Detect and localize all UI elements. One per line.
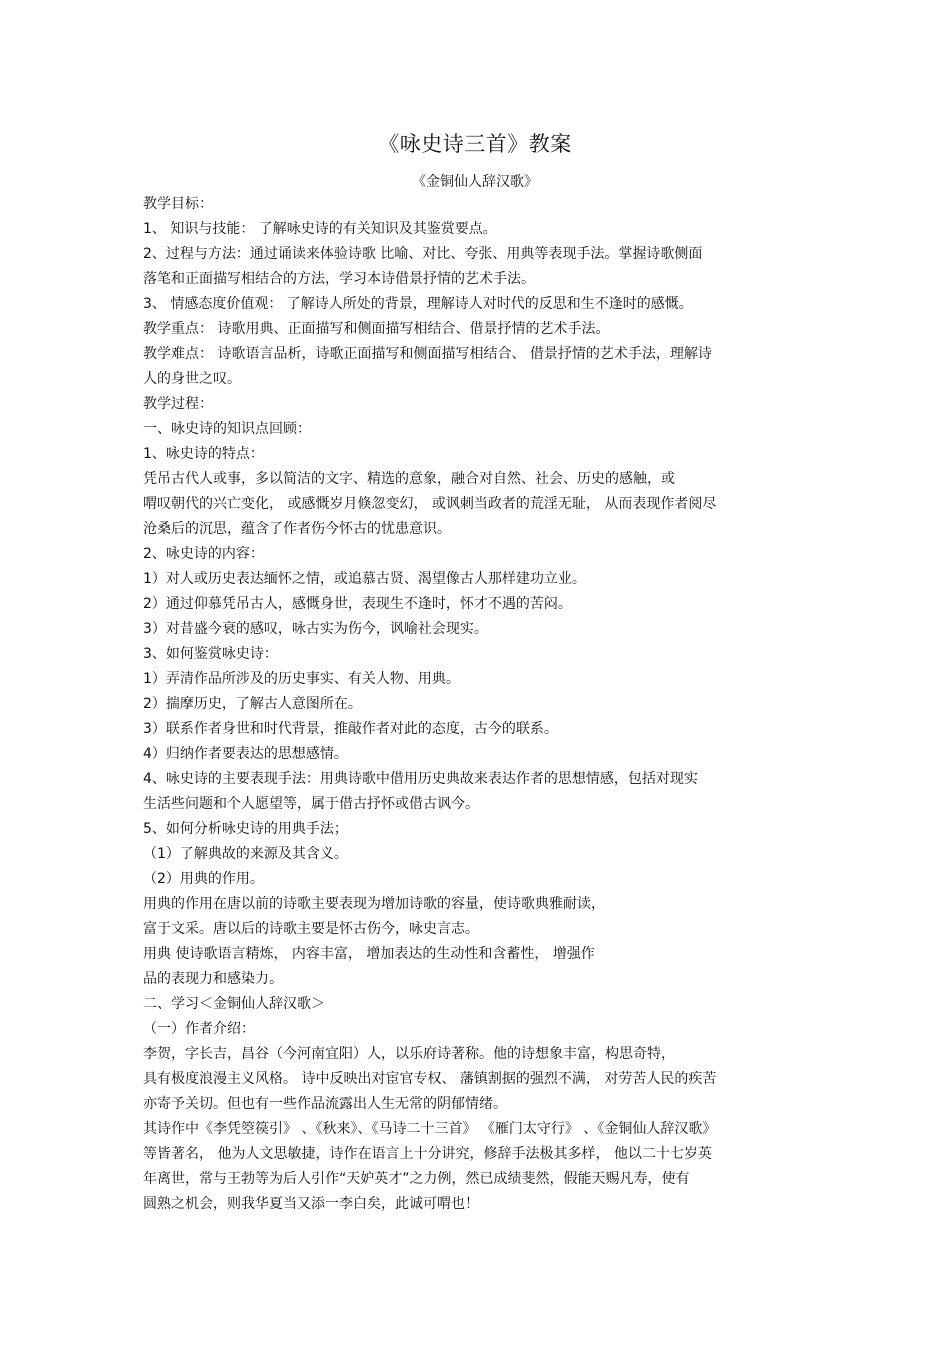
body-line: 李贺，字长吉，昌谷（今河南宜阳）人，以乐府诗著称。他的诗想象丰富，构思奇特， xyxy=(143,1046,675,1062)
body-line: （2）用典的作用。 xyxy=(143,871,264,887)
body-line: 富于文采。唐以后的诗歌主要是怀古伤今，咏史言志。 xyxy=(143,921,479,937)
body-line: 二、学习＜金铜仙人辞汉歌＞ xyxy=(143,996,325,1012)
body-line: 1、 知识与技能： 了解咏史诗的有关知识及其鉴赏要点。 xyxy=(143,221,497,237)
body-line: 1、咏史诗的特点： xyxy=(143,446,264,462)
body-line: 教学过程： xyxy=(143,396,213,412)
body-line: 教学目标： xyxy=(143,196,213,212)
body-line: 亦寄予关切。但也有一些作品流露出人生无常的阴郁情绪。 xyxy=(143,1096,507,1112)
body-line: 落笔和正面描写相结合的方法，学习本诗借景抒情的艺术手法。 xyxy=(143,271,535,287)
body-line: 凭吊古代人或事，多以简洁的文字、精选的意象，融合对自然、社会、历史的感触，或 xyxy=(143,471,675,487)
body-line: 喟叹朝代的兴亡变化， 或感慨岁月倏忽变幻， 或讽刺当政者的荒淫无耻， 从而表现作者阅尽 xyxy=(143,496,717,512)
body-line: 用典 使诗歌语言精炼， 内容丰富， 增加表达的生动性和含蓄性， 增强作 xyxy=(143,946,595,962)
body-line: 一、咏史诗的知识点回顾： xyxy=(143,421,311,437)
body-line: 3）对昔盛今衰的感叹，咏古实为伤今，讽喻社会现实。 xyxy=(143,621,488,637)
body-line: 1）对人或历史表达缅怀之情，或追慕古贤、渴望像古人那样建功立业。 xyxy=(143,571,586,587)
body-line: （1）了解典故的来源及其含义。 xyxy=(143,846,348,862)
body-line: 沧桑后的沉思，蕴含了作者伤今怀古的忧患意识。 xyxy=(143,521,451,537)
body-line: 具有极度浪漫主义风格。 诗中反映出对宦官专权、 藩镇割据的强烈不满， 对劳苦人民的疾苦 xyxy=(143,1071,717,1087)
body-line: 其诗作中《李凭箜篌引》 、《秋来》、《马诗二十三首》 《雁门太守行》 、《金铜仙人辞汉歌》 xyxy=(143,1121,717,1137)
body-line: 2）揣摩历史，了解古人意图所在。 xyxy=(143,696,362,712)
body-line: 等皆著名， 他为人文思敏捷，诗作在语言上十分讲究，修辞手法极其多样， 他以二十七岁英 xyxy=(143,1146,712,1162)
body-line: 教学重点： 诗歌用典、正面描写和侧面描写相结合、借景抒情的艺术手法。 xyxy=(143,321,610,337)
body-line: 教学难点： 诗歌语言品析，诗歌正面描写和侧面描写相结合、 借景抒情的艺术手法，理解诗 xyxy=(143,346,712,362)
body-line: 3、如何鉴赏咏史诗： xyxy=(143,646,278,662)
body-line: 5、如何分析咏史诗的用典手法； xyxy=(143,821,348,837)
body-line: 2、咏史诗的内容： xyxy=(143,546,264,562)
body-line: 2）通过仰慕凭吊古人，感慨身世，表现生不逢时，怀才不遇的苦闷。 xyxy=(143,596,572,612)
body-line: 3）联系作者身世和时代背景，推敲作者对此的态度，古今的联系。 xyxy=(143,721,558,737)
body-line: 3、 情感态度价值观： 了解诗人所处的背景，理解诗人对时代的反思和生不逢时的感慨。 xyxy=(143,296,693,312)
body-line: 生活些问题和个人愿望等，属于借古抒怀或借古讽今。 xyxy=(143,796,479,812)
body-line: 4）归纳作者要表达的思想感情。 xyxy=(143,746,348,762)
document-body xyxy=(143,192,803,1217)
body-line: 圆熟之机会，则我华夏当又添一李白矣，此诚可喟也！ xyxy=(143,1196,479,1212)
body-line: 2、过程与方法：通过诵读来体验诗歌 比喻、对比、夸张、用典等表现手法。掌握诗歌侧面 xyxy=(143,246,703,262)
body-line: 用典的作用在唐以前的诗歌主要表现为增加诗歌的容量，使诗歌典雅耐读， xyxy=(143,896,605,912)
body-line: 年离世，常与王勃等为后人引作“天妒英才”之力例，然已成绩斐然，假能天赐凡寿，使有 xyxy=(143,1171,690,1187)
body-line: 4、咏史诗的主要表现手法：用典诗歌中借用历史典故来表达作者的思想情感，包括对现实 xyxy=(143,771,698,787)
body-line: 品的表现力和感染力。 xyxy=(143,971,283,987)
document-title: 《咏史诗三首》教案 xyxy=(378,132,572,156)
body-line: 1）弄清作品所涉及的历史事实、有关人物、用典。 xyxy=(143,671,460,687)
document-subtitle: 《金铜仙人辞汉歌》 xyxy=(412,174,538,190)
body-line: 人的身世之叹。 xyxy=(143,371,241,387)
body-line: （一）作者介绍： xyxy=(143,1021,255,1037)
